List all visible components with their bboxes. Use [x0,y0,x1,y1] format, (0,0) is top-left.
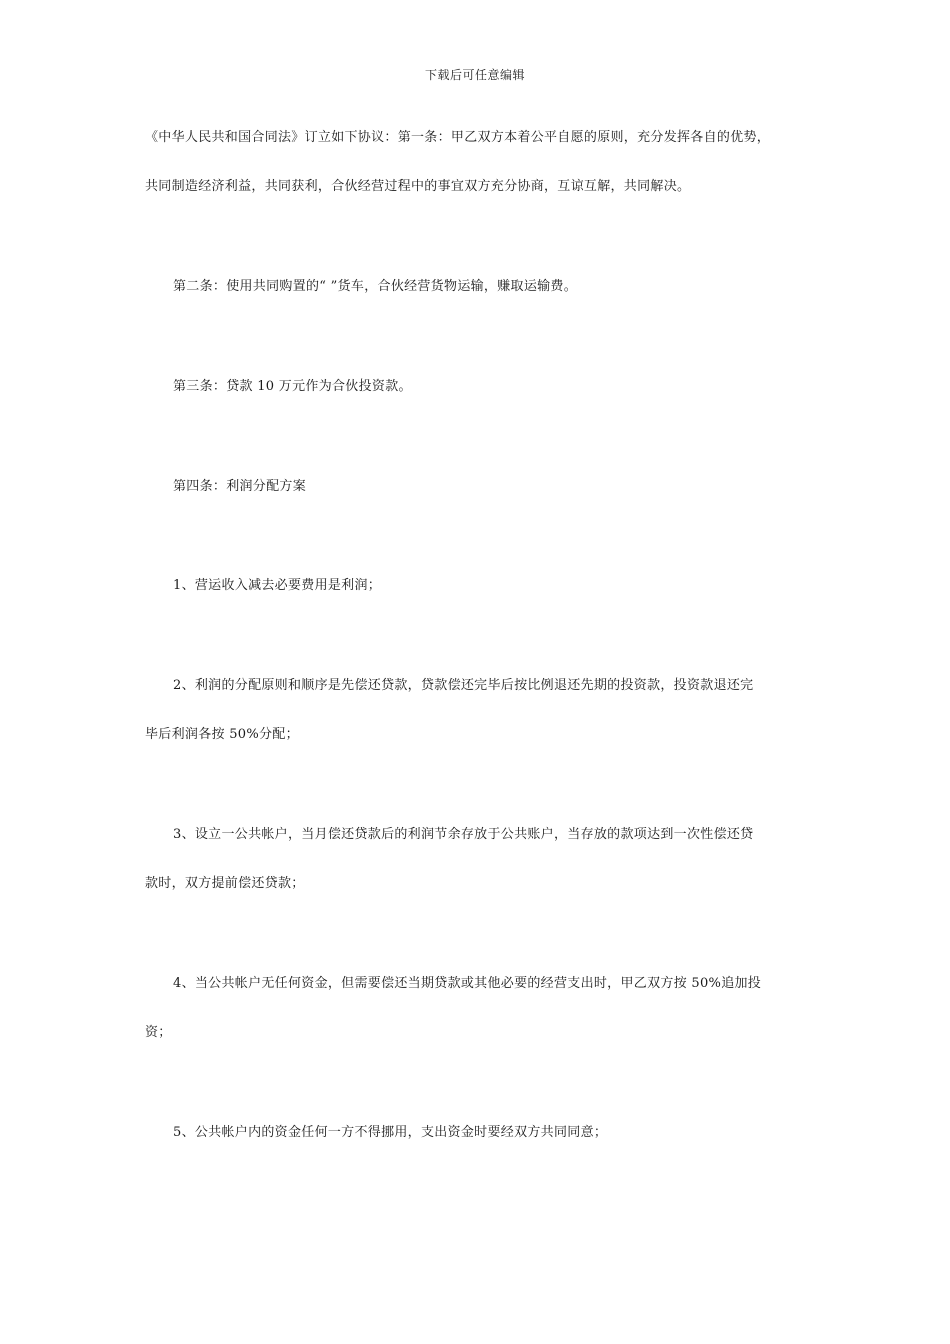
article-4-heading: 第四条：利润分配方案 [173,479,307,494]
list-item-5: 5、公共帐户内的资金任何一方不得挪用，支出资金时要经双方共同同意； [173,1125,608,1140]
list-item-3-line-1: 3、设立一公共帐户，当月偿还贷款后的利润节余存放于公共账户，当存放的款项达到一次性偿还贷 [173,827,754,842]
page-header: 下载后可任意编辑 [424,68,525,82]
list-item-2-line-2: 毕后利润各按 50%分配； [145,727,299,742]
list-item-4-line-1: 4、当公共帐户无任何资金，但需要偿还当期贷款或其他必要的经营支出时，甲乙双方按 50%追加投 [173,976,762,991]
list-item-3-line-2: 款时，双方提前偿还贷款； [145,876,305,891]
paragraph-1-line-1: 《中华人民共和国合同法》订立如下协议：第一条：甲乙双方本着公平自愿的原则，充分发挥各自的优势， [145,130,771,145]
list-item-1: 1、营运收入减去必要费用是利润； [173,578,382,593]
list-item-4-line-2: 资； [145,1025,172,1040]
article-2: 第二条：使用共同购置的“ ”货车，合伙经营货物运输，赚取运输费。 [173,279,578,294]
article-3: 第三条：贷款 10 万元作为合伙投资款。 [173,379,412,394]
list-item-2-line-1: 2、利润的分配原则和顺序是先偿还贷款，贷款偿还完毕后按比例退还先期的投资款，投资款退还完 [173,678,754,693]
paragraph-1-line-2: 共同制造经济利益，共同获利，合伙经营过程中的事宜双方充分协商，互谅互解，共同解决。 [145,179,691,194]
